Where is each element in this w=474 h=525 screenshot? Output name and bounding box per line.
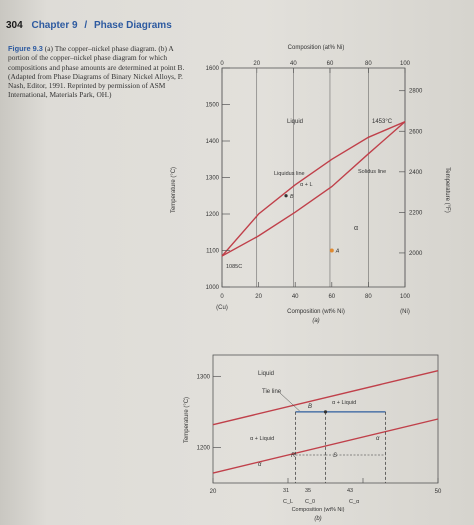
chart-b-x-tick-label: 50	[434, 489, 442, 495]
chart-a-y-tick-label: 1500	[205, 102, 219, 109]
chart-b-alpha-liquid-lower-label: α + Liquid	[250, 436, 275, 442]
chart-b-alpha-liquid-label: α + Liquid	[332, 400, 357, 406]
chart-b-x-tick-label: 20	[209, 489, 217, 495]
chart-b-tick-35: 35	[305, 488, 312, 494]
chart-a-x-tick-label: 20	[255, 294, 262, 300]
chart-a-y2-tick-label: 2400	[409, 169, 423, 176]
chart-a-x-tick-label: 80	[365, 294, 372, 300]
chart-a-x-axis-label: Composition (wt% Ni)	[287, 309, 345, 315]
chart-a-y2-tick-label: 2600	[409, 129, 423, 136]
chart-a-y2-tick-label: 2800	[409, 88, 423, 95]
chart-b-tie-line-label: Tie line	[262, 389, 282, 395]
chart-b-point-b-label: B	[308, 404, 313, 410]
chart-a-top-axis-label: Composition (at% Ni)	[287, 45, 345, 51]
chart-a-y2-tick-label: 2200	[409, 210, 423, 217]
chart-b-alpha-label: α	[258, 462, 262, 468]
chart-a-frame	[222, 68, 405, 287]
chart-a-panel-label: (a)	[312, 318, 320, 324]
header-separator: /	[84, 20, 88, 31]
chart-a-y-tick-label: 1400	[205, 139, 219, 145]
chapter-label: Chapter 9	[31, 20, 78, 31]
chart-a-point-b	[284, 194, 287, 197]
caption-text: (a) The copper–nickel phase diagram. (b) A portion of the copper–nickel phase diagram for which compositions and phase amounts are determined at point B. (Adapted from Phase Diagrams of Binary Nickel Alloys, P. Nash, Editor, 1991. Reprinted by permission of ASM International, Materials Park, OH.)	[8, 44, 185, 100]
chart-b-s-label: S	[333, 453, 338, 459]
chart-a-top-tick-label: 80	[365, 61, 372, 67]
chart-b-panel-label: (b)	[314, 516, 322, 522]
chart-a-y-tick-label: 1300	[205, 175, 219, 182]
chart-a-x-tick-label: 40	[291, 294, 299, 300]
chart-a-alpha-l-label: α + L	[300, 182, 313, 188]
chart-a-ni-melt-label: 1453°C	[372, 119, 393, 125]
chart-a-y-tick-label: 1100	[206, 248, 219, 255]
chart-b-tick-43: 43	[347, 488, 354, 494]
chart-a-y2-axis-label: Temperature (°F)	[444, 167, 450, 213]
chart-b-liquidus-line	[213, 371, 438, 425]
chart-b-y-tick-label: 1300	[196, 374, 210, 381]
chart-a-top-tick-label: 0	[220, 61, 224, 67]
chart-a-y2-tick-label: 2000	[409, 250, 423, 257]
chart-a-point-a-label: A	[335, 248, 340, 255]
chart-b-x-axis-label: Composition (wt% Ni)	[291, 507, 345, 513]
chart-b-detail	[0, 340, 474, 525]
chart-a-liquidus-line	[222, 122, 405, 256]
chart-a-top-tick-label: 40	[290, 61, 297, 67]
chart-b-r-label: R	[291, 453, 296, 459]
chart-a-y-tick-label: 1600	[205, 66, 219, 72]
page-number: 304	[6, 20, 23, 31]
section-title: Phase Diagrams	[93, 20, 172, 31]
chart-a-x-tick-label: 100	[399, 294, 411, 300]
chart-a-x-tick-label: 0	[220, 294, 224, 300]
chart-a-top-tick-label: 20	[253, 61, 261, 67]
chart-a-y-tick-label: 1200	[205, 212, 219, 218]
chart-a-top-tick-label: 60	[326, 61, 334, 67]
chart-a-x-tick-label: 60	[328, 294, 336, 300]
chart-a-point-a	[330, 249, 334, 253]
chart-a-solidus-label: Solidus line	[358, 169, 387, 175]
chart-a-top-tick-label: 100	[399, 61, 411, 67]
chart-a-cu-label: (Cu)	[216, 305, 228, 311]
chart-b-y-tick-label: 1200	[196, 445, 210, 452]
figure-number: Figure 9.3	[8, 44, 43, 53]
chart-a-liquid-label: Liquid	[287, 119, 304, 125]
chart-b-liquid-label: Liquid	[258, 371, 275, 377]
chart-a-ni-label: (Ni)	[400, 309, 410, 315]
chart-b-calpha-label: C_α	[349, 499, 360, 505]
chart-a-cu-melt-label: 1085C	[226, 264, 243, 270]
chart-a-liquidus-label: Liquidus line	[274, 171, 305, 177]
chart-a-y-axis-label: Temperature (°C)	[171, 166, 177, 214]
chart-b-alpha-right-label: α	[376, 436, 380, 442]
chart-b-tick-31: 31	[283, 488, 290, 494]
chart-b-y-axis-label: Temperature (°C)	[184, 396, 190, 444]
chart-a-alpha-label: α	[354, 225, 359, 232]
chart-b-cl-label: C_L	[283, 499, 294, 505]
chart-a-point-b-label: B	[290, 193, 294, 200]
chart-b-c0-label: C_0	[305, 499, 316, 505]
chart-a-y-tick-label: 1000	[205, 285, 219, 291]
chart-a-solidus-line	[222, 122, 405, 256]
